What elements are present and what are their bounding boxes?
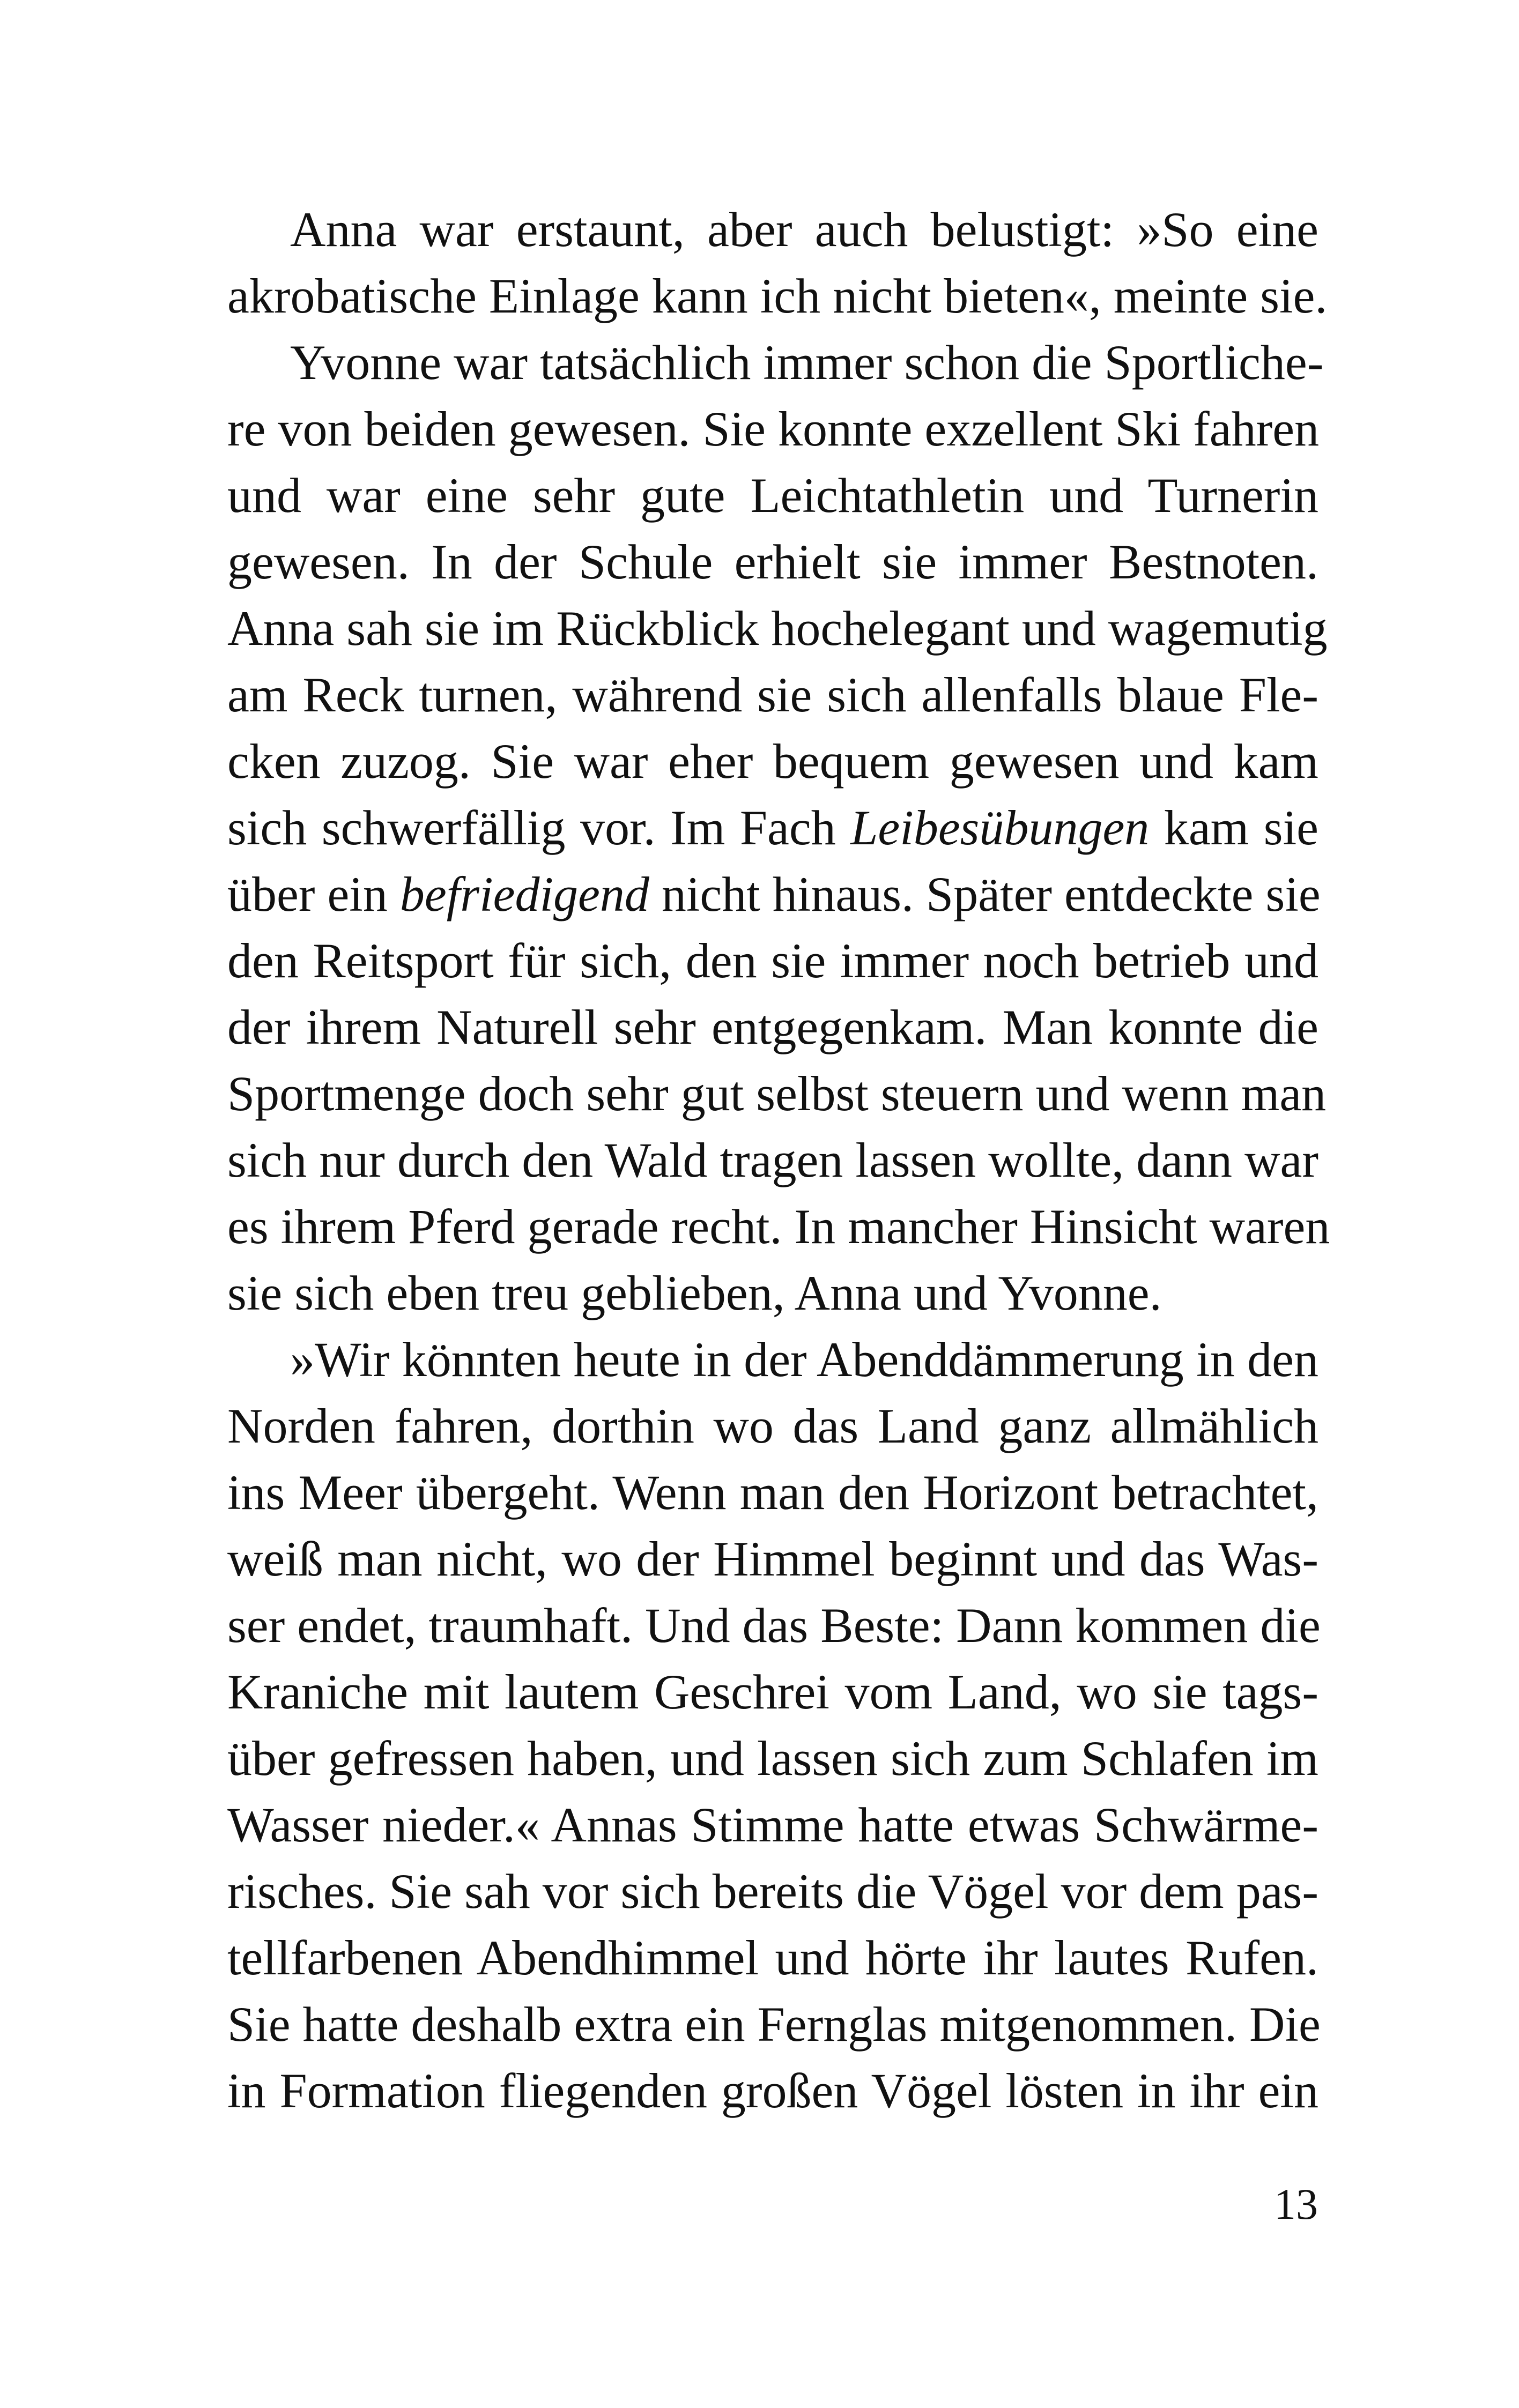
text-line [227,529,1318,595]
text-line [227,1659,1318,1725]
text-run: nicht hinaus. Später entdeckte sie [649,867,1321,921]
text-run: ins Meer übergeht. Wenn man den Horizont betrachtet, [227,1465,1318,1520]
text-run: Anna sah sie im Rückblick hochelegant und wagemutig [227,601,1328,656]
text-run: re von beiden gewesen. Sie konnte exzellent Ski fahren [227,402,1320,456]
text-line [227,1526,1318,1592]
text-line [227,927,1318,994]
text-run: und war eine sehr gute Leichtathletin und Turnerin [227,468,1318,523]
text-line [227,1459,1318,1526]
text-run: Anna war erstaunt, aber auch belustigt: »So eine [290,202,1318,257]
text-line [227,1858,1318,1924]
text-line [227,794,1318,861]
text-line [227,1924,1318,1991]
text-run: akrobatische Einlage kann ich nicht bieten«, meinte sie. [227,269,1328,323]
text-line [227,861,1321,927]
paragraph [227,329,1330,1326]
text-run: sich schwerfällig vor. Im Fach [227,800,851,855]
text-line [227,728,1318,794]
text-run: kam sie [1149,800,1318,855]
italic-term: Leibesübungen [850,800,1150,855]
text-run: »Wir könnten heute in der Abenddämmerung in den [290,1332,1318,1387]
text-line [227,462,1318,529]
text-run: über ein [227,867,400,921]
text-line [227,1060,1327,1127]
text-run: über gefressen haben, und lassen sich zum Schlafen im [227,1731,1318,1786]
text-run: der ihrem Naturell sehr entgegenkam. Man konnte die [227,1000,1318,1054]
text-line [227,1260,1318,1326]
paragraph [227,196,1328,329]
text-run: cken zuzog. Sie war eher bequem gewesen und kam [227,734,1318,789]
text-line [227,1393,1318,1459]
text-run: Sportmenge doch sehr gut selbst steuern und wenn man [227,1066,1327,1121]
text-run: gewesen. In der Schule erhielt sie immer Bestnoten. [227,534,1318,589]
text-line [227,1193,1330,1260]
text-line [227,263,1328,329]
text-run: sich nur durch den Wald tragen lassen wollte, dann war [227,1133,1318,1187]
text-run: den Reitsport für sich, den sie immer noch betrieb und [227,933,1318,988]
text-run: Sie hatte deshalb extra ein Fernglas mitgenommen. Die [227,1997,1321,2052]
text-run: Kraniche mit lautem Geschrei vom Land, wo sie tags- [227,1664,1318,1719]
text-line [227,1127,1318,1193]
text-run: tellfarbenen Abendhimmel und hörte ihr lautes Rufen. [227,1930,1318,1985]
paragraph [227,1326,1321,2124]
text-line [227,1326,1318,1393]
text-line [227,196,1318,263]
text-line [227,1725,1318,1792]
text-run: am Reck turnen, während sie sich allenfalls blaue Fle- [227,667,1318,722]
text-line [227,1792,1318,1858]
text-run: ser endet, traumhaft. Und das Beste: Dann kommen die [227,1598,1321,1653]
text-line [227,662,1318,728]
text-run: in Formation fliegenden großen Vögel lösten in ihr ein [227,2063,1318,2118]
text-line [227,1592,1321,1659]
text-run: sie sich eben treu geblieben, Anna und Yvonne. [227,1266,1162,1320]
text-line [227,994,1318,1060]
page-number: 13 [1274,2180,1318,2228]
text-run: Wasser nieder.« Annas Stimme hatte etwas Schwärme- [227,1797,1318,1852]
text-line [227,1991,1321,2057]
text-line [227,2057,1318,2124]
text-run: es ihrem Pferd gerade recht. In mancher Hinsicht waren [227,1199,1330,1254]
text-line [227,396,1318,462]
text-run: weiß man nicht, wo der Himmel beginnt und das Was- [227,1532,1318,1586]
text-run: Norden fahren, dorthin wo das Land ganz allmählich [227,1399,1318,1453]
text-run: Yvonne war tatsächlich immer schon die Sportliche- [290,335,1324,390]
body-text [227,196,1330,2124]
italic-term: befriedigend [399,867,649,921]
text-run: risches. Sie sah vor sich bereits die Vögel vor dem pas- [227,1864,1318,1919]
text-line [227,595,1328,662]
text-line [227,329,1324,396]
